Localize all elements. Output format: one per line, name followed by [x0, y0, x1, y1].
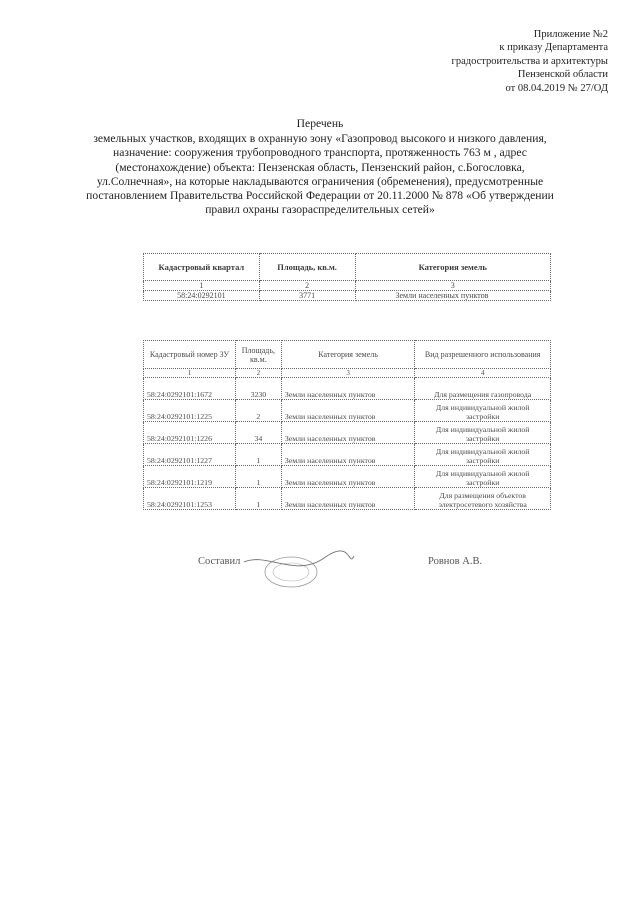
- table-row: [144, 291, 551, 301]
- cadastral-number: 58:24:0292101:1672: [144, 378, 236, 400]
- heading-line: постановлением Правительства Российской Федерации от 20.11.2000 № 878 «Об утверждении: [86, 189, 554, 203]
- heading-line: (местонахождение) объекта: Пензенская область, Пензенский район, с.Богословка,: [115, 160, 525, 174]
- cadastral-number: 58:24:0292101:1227: [144, 444, 236, 466]
- column-number: 2: [259, 281, 355, 291]
- cadastral-number: 58:24:0292101:1219: [144, 466, 236, 488]
- area-value: 1: [235, 466, 281, 488]
- cadastral-quarter-table: [143, 253, 551, 301]
- permitted-use: Для индивидуальной жилой застройки: [415, 466, 551, 488]
- land-category: Земли населенных пунктов: [281, 444, 415, 466]
- column-number: 3: [355, 281, 551, 291]
- cadastral-number: 58:24:0292101:1253: [144, 488, 236, 510]
- heading-line: земельных участков, входящих в охранную зону «Газопровод высокого и низкого давления,: [93, 132, 547, 146]
- heading-line: правил охраны газораспределительных сетей»: [205, 203, 435, 217]
- table-row: [144, 378, 551, 400]
- permitted-use: Для размещения газопровода: [415, 378, 551, 400]
- land-category: Земли населенных пунктов: [281, 378, 415, 400]
- cadastral-number: 58:24:0292101:1225: [144, 400, 236, 422]
- appendix-line: Пензенской области: [517, 69, 608, 81]
- area-value: 1: [235, 444, 281, 466]
- table-row: [144, 400, 551, 422]
- permitted-use: Для индивидуальной жилой застройки: [415, 444, 551, 466]
- column-number-row: [144, 281, 551, 291]
- appendix-line: градостроительства и архитектуры: [451, 55, 608, 67]
- permitted-use: Для индивидуальной жилой застройки: [415, 422, 551, 444]
- column-number: 1: [144, 281, 260, 291]
- land-category: Земли населенных пунктов: [281, 466, 415, 488]
- table-row: [144, 466, 551, 488]
- document-title: Перечень: [296, 117, 344, 130]
- column-number: 3: [281, 369, 415, 378]
- column-header: Площадь, кв.м.: [259, 254, 355, 281]
- column-header: Вид разрешенного использования: [415, 341, 551, 369]
- official-stamp: [236, 548, 356, 588]
- area-value: 34: [235, 422, 281, 444]
- cadastral-quarter: 58:24:0292101: [144, 291, 260, 301]
- column-number: 4: [415, 369, 551, 378]
- appendix-line: к приказу Департамента: [499, 42, 608, 54]
- column-number: 2: [235, 369, 281, 378]
- land-category: Земли населенных пунктов: [281, 488, 415, 510]
- area-value: 1: [235, 488, 281, 510]
- table-row: [144, 488, 551, 510]
- land-plots-table: [143, 340, 551, 510]
- column-number-row: [144, 369, 551, 378]
- document-heading: [60, 117, 580, 217]
- heading-line: ул.Солнечная», на которые накладываются ограничения (обременения), предусмотренные: [96, 174, 544, 188]
- area-value: 2: [235, 400, 281, 422]
- permitted-use: Для размещения объектов электросетевого хозяйства: [415, 488, 551, 510]
- signer-name: Ровнов А.В.: [428, 556, 483, 567]
- area-value: 3230: [235, 378, 281, 400]
- table-row: [144, 422, 551, 444]
- appendix-note: [368, 28, 608, 95]
- land-category: Земли населенных пунктов: [281, 422, 415, 444]
- column-header: Категория земель: [281, 341, 415, 369]
- column-header: Кадастровый квартал: [144, 254, 260, 281]
- column-header: Категория земель: [355, 254, 551, 281]
- area-value: 3771: [259, 291, 355, 301]
- cadastral-number: 58:24:0292101:1226: [144, 422, 236, 444]
- column-header: Площадь, кв.м.: [235, 341, 281, 369]
- table-row: [144, 444, 551, 466]
- appendix-line: от 08.04.2019 № 27/ОД: [505, 82, 608, 94]
- table-header-row: [144, 254, 551, 281]
- heading-line: назначение: сооружения трубопроводного транспорта, протяженность 763 м , адрес: [113, 146, 527, 160]
- appendix-line: Приложение №2: [533, 29, 608, 40]
- permitted-use: Для индивидуальной жилой застройки: [415, 400, 551, 422]
- column-header: Кадастровый номер ЗУ: [144, 341, 236, 369]
- land-category: Земли населенных пунктов: [355, 291, 551, 301]
- land-category: Земли населенных пунктов: [281, 400, 415, 422]
- column-number: 1: [144, 369, 236, 378]
- table-header-row: [144, 341, 551, 369]
- compiled-by-label: Составил: [198, 556, 241, 567]
